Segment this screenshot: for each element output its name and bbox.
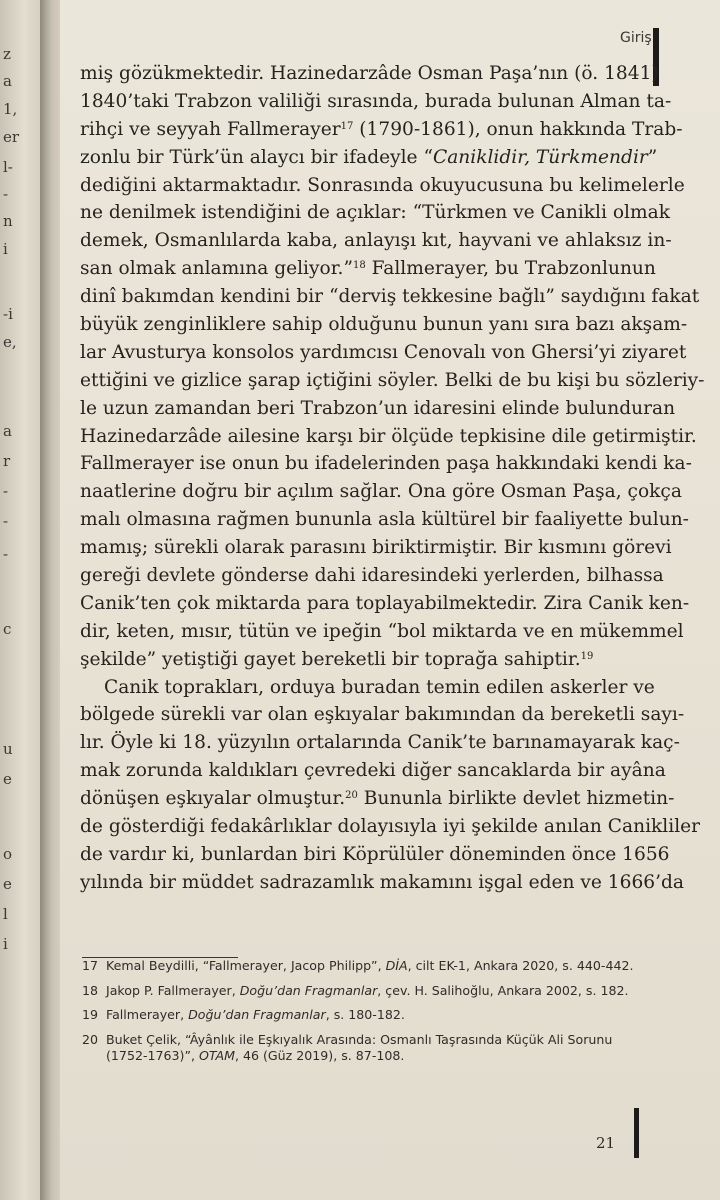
text-run: ettiğini ve gizlice şarap içtiğini söyler. Belki de bu kişi bu sözleriy- bbox=[80, 369, 705, 391]
text-line bbox=[80, 785, 675, 813]
facing-page-fragment: - bbox=[3, 482, 9, 500]
facing-page-fragment: o bbox=[3, 845, 13, 863]
facing-page-fragment: z bbox=[3, 45, 11, 63]
text-run: bölgede sürekli var olan eşkıyalar bakımından da bereketli sayı- bbox=[80, 704, 685, 726]
facing-page-fragment: l- bbox=[3, 158, 13, 176]
text-run: Fallmerayer ise onun bu ifadelerinden paşa hakkındaki kendi ka- bbox=[80, 453, 692, 475]
text-run: malı olmasına rağmen bununla asla kültürel bir faaliyette bulun- bbox=[80, 509, 689, 531]
footnote-ref: 19 bbox=[580, 650, 594, 662]
text-line bbox=[80, 478, 682, 506]
running-header: Giriş bbox=[620, 30, 652, 46]
footnote-number: 19 bbox=[82, 1007, 99, 1022]
footnote-number: 18 bbox=[82, 982, 99, 998]
text-run: OTAM bbox=[199, 1048, 235, 1063]
facing-page-fragment: e, bbox=[3, 333, 17, 351]
facing-page-fragment: 1, bbox=[3, 100, 18, 118]
text-run: , cilt EK-1, Ankara 2020, s. 440-442. bbox=[407, 958, 634, 973]
text-line bbox=[80, 172, 685, 200]
facing-page-fragment: e bbox=[3, 875, 12, 893]
footnote bbox=[82, 1007, 642, 1024]
footnote bbox=[82, 1032, 642, 1065]
text-run: lır. Öyle ki 18. yüzyılın ortalarında Canik’te barınamayarak kaç- bbox=[80, 732, 680, 754]
text-run: DİA bbox=[385, 958, 408, 973]
facing-page-fragment: l bbox=[3, 905, 8, 923]
text-run: Canik toprakları, orduya buradan temin edilen askerler ve bbox=[104, 676, 655, 698]
footnote-ref: 20 bbox=[345, 790, 358, 802]
facing-page-fragment: i bbox=[3, 240, 8, 258]
text-line bbox=[80, 88, 672, 116]
text-line bbox=[80, 395, 676, 423]
text-run: san olmak anlamına geliyor.” bbox=[80, 258, 353, 280]
text-run: de vardır ki, bunlardan biri Köprülüler döneminden önce 1656 bbox=[80, 843, 670, 865]
text-line bbox=[80, 255, 656, 283]
facing-page-fragment: a bbox=[3, 72, 12, 90]
facing-page-fragment: - bbox=[3, 512, 9, 530]
facing-page-fragment: i bbox=[3, 935, 8, 953]
text-line bbox=[80, 534, 672, 562]
text-run: le uzun zamandan beri Trabzon’un idaresini elinde bulunduran bbox=[80, 397, 676, 419]
text-run: dinî bakımdan kendini bir “derviş tekkesine bağlı” saydığını fakat bbox=[80, 286, 700, 308]
text-run: şekilde” yetiştiği gayet bereketli bir toprağa sahiptir. bbox=[80, 648, 581, 670]
text-run: (1790-1861), onun hakkında Trab- bbox=[353, 118, 683, 140]
text-line bbox=[80, 757, 666, 785]
text-run: naatlerine doğru bir açılım sağlar. Ona göre Osman Paşa, çokça bbox=[80, 481, 682, 503]
text-line bbox=[80, 283, 700, 311]
text-run: Doğu’dan Fragmanlar bbox=[188, 1007, 326, 1022]
text-run: dönüşen eşkıyalar olmuştur. bbox=[80, 788, 346, 810]
text-run: dir, keten, mısır, tütün ve ipeğin “bol miktarda ve en mükemmel bbox=[80, 620, 684, 642]
facing-page-fragment: - bbox=[3, 545, 9, 563]
text-line bbox=[80, 869, 684, 897]
footnote-ref: 17 bbox=[340, 120, 354, 132]
facing-page-fragment: er bbox=[3, 128, 20, 146]
text-run: yılında bir müddet sadrazamlık makamını işgal eden ve 1666’da bbox=[80, 871, 684, 893]
text-line bbox=[80, 144, 658, 172]
footnotes bbox=[82, 958, 642, 1073]
text-line bbox=[80, 729, 680, 757]
footnote-number: 17 bbox=[82, 958, 99, 973]
text-run: Bununla birlikte devlet hizmetin- bbox=[357, 788, 675, 810]
book-page bbox=[60, 0, 720, 1200]
text-run: ” bbox=[647, 146, 658, 168]
text-line bbox=[80, 199, 670, 227]
text-line bbox=[80, 311, 688, 339]
facing-page-fragment: e bbox=[3, 770, 12, 788]
text-line bbox=[80, 674, 655, 702]
text-run: dediğini aktarmaktadır. Sonrasında okuyucusuna bu kelimelerle bbox=[80, 174, 685, 196]
text-run: , çev. H. Salihoğlu, Ankara 2002, s. 182. bbox=[377, 982, 629, 998]
text-run: Fallmerayer, bbox=[106, 1007, 189, 1022]
facing-page-fragment: u bbox=[3, 740, 13, 758]
text-run: büyük zenginliklere sahip olduğunu bunun yanı sıra bazı akşam- bbox=[80, 314, 688, 336]
facing-page-fragment: n bbox=[3, 212, 13, 230]
text-line bbox=[80, 116, 683, 144]
text-line bbox=[80, 813, 701, 841]
text-run: rihçi ve seyyah Fallmerayer bbox=[80, 118, 341, 140]
text-line bbox=[80, 339, 687, 367]
text-run: demek, Osmanlılarda kaba, anlayışı kıt, hayvani ve ahlaksız in- bbox=[80, 230, 672, 252]
footnote bbox=[82, 983, 642, 1000]
text-run: , s. 180-182. bbox=[325, 1007, 405, 1022]
text-run: Hazinedarzâde ailesine karşı bir ölçüde tepkisine dile getirmiştir. bbox=[80, 425, 697, 447]
page-number: 21 bbox=[596, 1134, 616, 1152]
text-line bbox=[80, 450, 692, 478]
footnote-number: 20 bbox=[82, 1031, 99, 1047]
text-line bbox=[80, 618, 684, 646]
facing-page-fragment: c bbox=[3, 620, 12, 638]
facing-page-fragment: -i bbox=[3, 305, 13, 323]
facing-page-fragment: a bbox=[3, 422, 12, 440]
text-run: Jakop P. Fallmerayer, bbox=[106, 982, 240, 998]
text-line bbox=[80, 367, 705, 395]
text-run: zonlu bir Türk’ün alaycı bir ifadeyle “ bbox=[80, 146, 433, 168]
text-run: lar Avusturya konsolos yardımcısı Cenovalı von Ghersi’yi ziyaret bbox=[80, 341, 687, 363]
text-run: miş gözükmektedir. Hazinedarzâde Osman Paşa’nın (ö. 1841) bbox=[80, 63, 659, 84]
body-text bbox=[80, 60, 705, 897]
text-line bbox=[80, 423, 697, 451]
text-run: ne denilmek istendiğini de açıklar: “Türkmen ve Canikli olmak bbox=[80, 202, 670, 224]
facing-page-fragment: - bbox=[3, 185, 9, 203]
text-run: 1840’taki Trabzon valiliği sırasında, burada bulunan Alman ta- bbox=[80, 90, 672, 112]
footnote-ref: 18 bbox=[352, 260, 366, 272]
footer-rule bbox=[634, 1108, 639, 1158]
text-run: Canik’ten çok miktarda para toplayabilmektedir. Zira Canik ken- bbox=[80, 592, 690, 614]
facing-page-fragment: r bbox=[3, 452, 11, 470]
text-line bbox=[80, 590, 690, 618]
text-run: de gösterdiği fedakârlıklar dolayısıyla iyi şekilde anılan Canikliler bbox=[80, 816, 701, 838]
text-run: Buket Çelik, “Âyânlık ile Eşkıyalık Arasında: Osmanlı Taşrasında Küçük Ali Sorunu (1752-1763)”, bbox=[106, 1031, 613, 1063]
text-line bbox=[80, 227, 672, 255]
text-line bbox=[80, 646, 650, 674]
text-line bbox=[80, 841, 670, 869]
text-line bbox=[80, 60, 659, 88]
text-run: mamış; sürekli olarak parasını biriktirmiştir. Bir kısmını görevi bbox=[80, 537, 672, 559]
text-run: Caniklidir, Türkmendir bbox=[432, 146, 648, 168]
text-line bbox=[80, 506, 689, 534]
text-line bbox=[80, 562, 664, 590]
text-run: gereği devlete gönderse dahi idaresindeki yerlerden, bilhassa bbox=[80, 565, 664, 587]
facing-page-edge bbox=[0, 0, 40, 1200]
text-run: Fallmerayer, bu Trabzonlunun bbox=[365, 258, 656, 280]
text-run: Doğu’dan Fragmanlar bbox=[239, 982, 378, 998]
text-run: , 46 (Güz 2019), s. 87-108. bbox=[234, 1048, 405, 1063]
text-run: mak zorunda kaldıkları çevredeki diğer sancaklarda bir ayâna bbox=[80, 760, 666, 782]
text-line bbox=[80, 701, 685, 729]
footnote bbox=[82, 958, 642, 975]
text-run: Kemal Beydilli, “Fallmerayer, Jacop Philipp”, bbox=[106, 958, 386, 973]
